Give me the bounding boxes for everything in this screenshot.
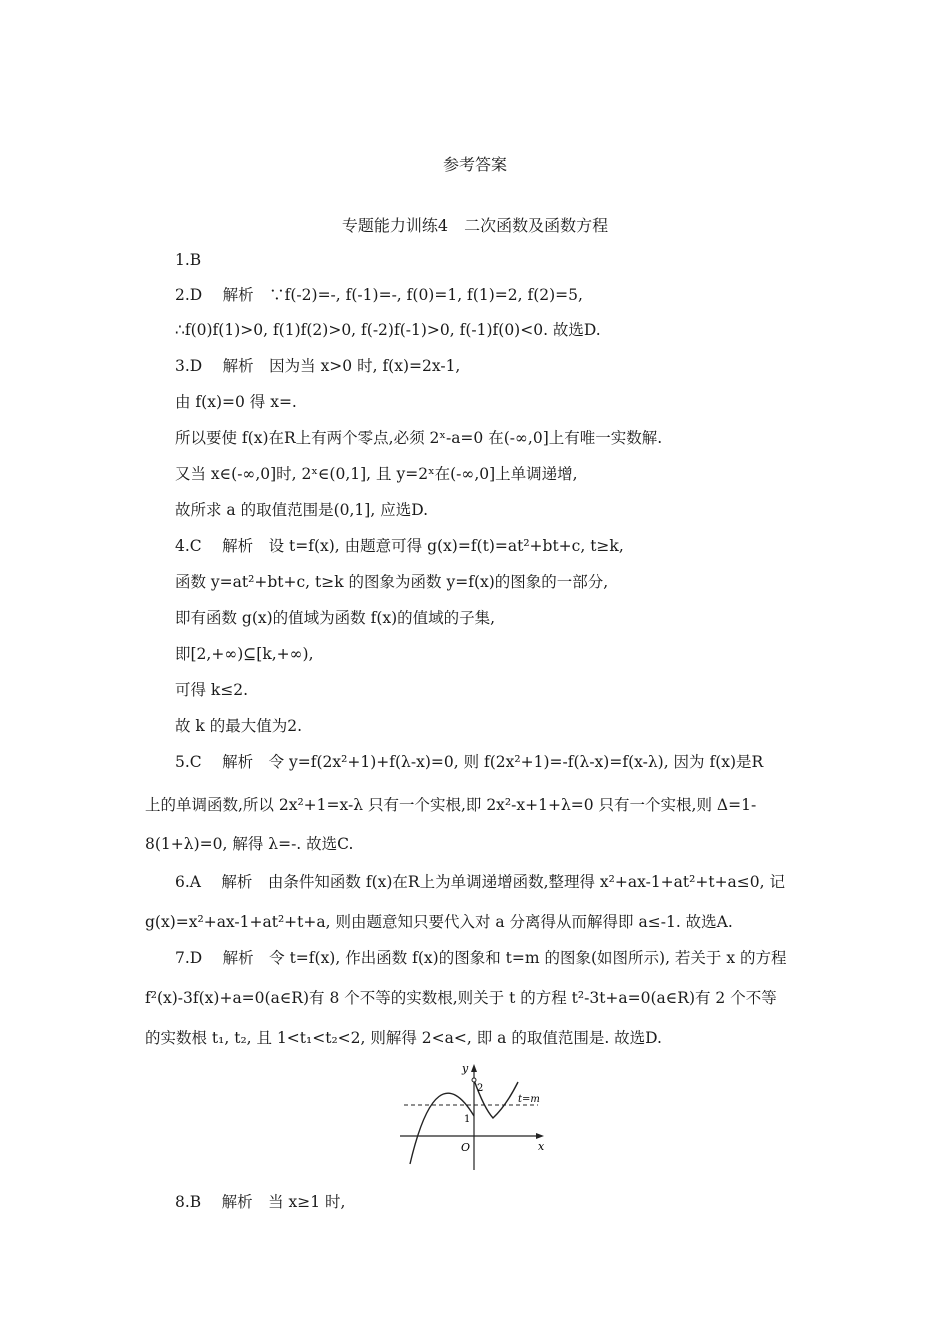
answer-line: 又当 x∈(-∞,0]时, 2ˣ∈(0,1], 且 y=2ˣ在(-∞,0]上单调递增, [175, 465, 578, 483]
answer-line: 故 k 的最大值为2. [175, 717, 303, 735]
tick-label-2: 2 [477, 1083, 484, 1094]
answer-line: 4.C 解析 设 t=f(x), 由题意可得 g(x)=f(t)=at²+bt+c, t≥k, [175, 537, 624, 555]
answer-line: 函数 y=at²+bt+c, t≥k 的图象为函数 y=f(x)的图象的一部分, [175, 573, 609, 591]
open-endpoint [472, 1078, 476, 1082]
answer-line: g(x)=x²+ax-1+at²+t+a, 则由题意知只要代入对 a 分离得从而解得即 a≤-1. 故选A. [145, 913, 733, 931]
answer-line: 8.B 解析 当 x≥1 时, [175, 1193, 346, 1211]
tick-label-1: 1 [464, 1114, 471, 1125]
answer-line: 即[2,+∞)⊆[k,+∞), [175, 645, 314, 663]
section-title: 专题能力训练4 二次函数及函数方程 [341, 216, 609, 235]
answer-line: ∴f(0)f(1)>0, f(1)f(2)>0, f(-2)f(-1)>0, f(-1)f(0)<0. 故选D. [175, 321, 601, 339]
y-axis-arrow [471, 1064, 477, 1072]
y-axis-label: y [462, 1062, 469, 1075]
page-heading: 参考答案 [442, 155, 507, 174]
function-graph [398, 1058, 558, 1173]
origin-label: O [461, 1141, 471, 1154]
answer-line: 3.D 解析 因为当 x>0 时, f(x)=2x-1, [175, 357, 461, 375]
answer-line: 7.D 解析 令 t=f(x), 作出函数 f(x)的图象和 t=m 的图象(如图所示), 若关于 x 的方程 [175, 949, 787, 967]
answer-line: 5.C 解析 令 y=f(2x²+1)+f(λ-x)=0, 则 f(2x²+1)=-f(λ-x)=f(x-λ), 因为 f(x)是R [175, 753, 764, 771]
answer-line: 可得 k≤2. [175, 681, 249, 699]
answer-line: 故所求 a 的取值范围是(0,1], 应选D. [175, 501, 428, 519]
answer-line: 6.A 解析 由条件知函数 f(x)在R上为单调递增函数,整理得 x²+ax-1+at²+t+a≤0, 记 [175, 873, 786, 891]
answer-line: 8(1+λ)=0, 解得 λ=-. 故选C. [145, 835, 354, 853]
answer-line: 所以要使 f(x)在R上有两个零点,必须 2ˣ-a=0 在(-∞,0]上有唯一实数解. [175, 429, 663, 447]
answer-line: 的实数根 t₁, t₂, 且 1<t₁<t₂<2, 则解得 2<a<, 即 a 的取值范围是. 故选D. [145, 1029, 662, 1047]
answer-line: 2.D 解析 ∵f(-2)=-, f(-1)=-, f(0)=1, f(1)=2, f(2)=5, [175, 286, 583, 304]
line-label: t=m [518, 1094, 540, 1105]
answer-line: 即有函数 g(x)的值域为函数 f(x)的值域的子集, [175, 609, 496, 627]
answer-line: 由 f(x)=0 得 x=. [175, 393, 297, 411]
answer-line: f²(x)-3f(x)+a=0(a∈R)有 8 个不等的实数根,则关于 t 的方程 t²-3t+a=0(a∈R)有 2 个不等 [145, 989, 777, 1007]
x-axis-arrow [536, 1133, 544, 1139]
x-axis-label: x [538, 1140, 545, 1153]
answer-line: 上的单调函数,所以 2x²+1=x-λ 只有一个实根,即 2x²-x+1+λ=0 只有一个实根,则 Δ=1- [145, 796, 757, 814]
answer-line: 1.B [175, 251, 202, 269]
